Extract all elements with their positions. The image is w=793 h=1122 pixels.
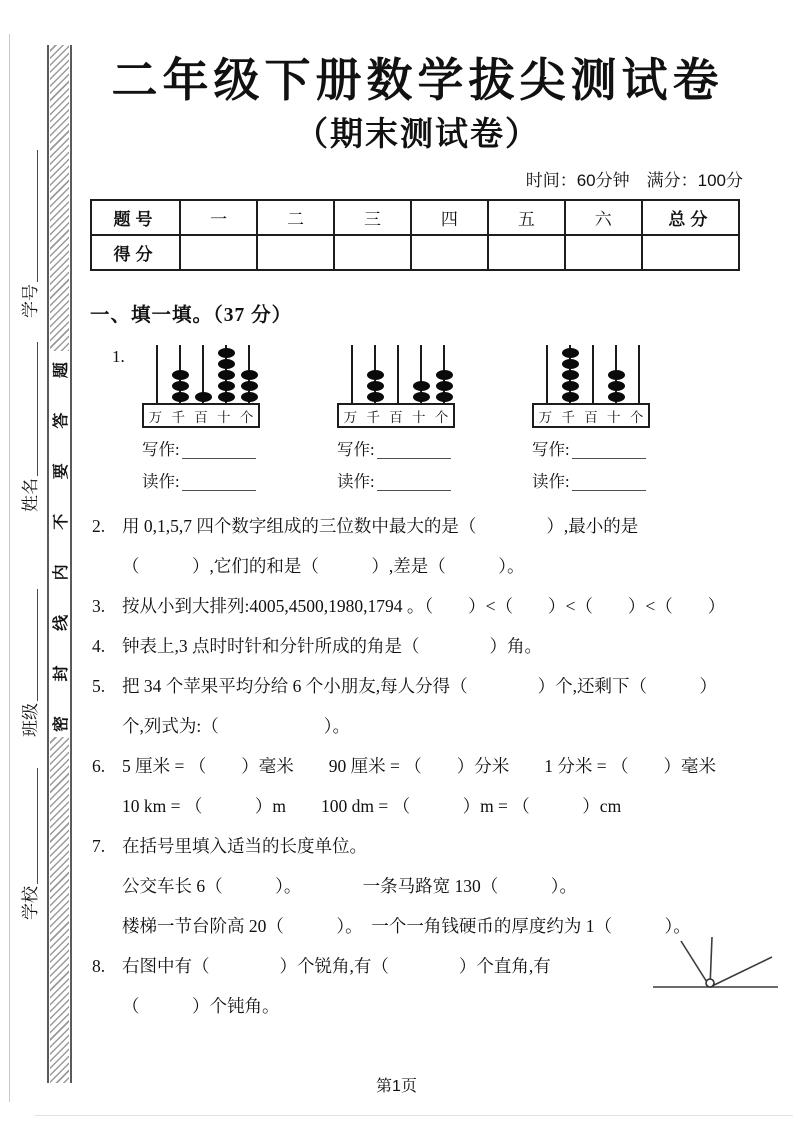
seal-label-student-id-text: 学号 [21,284,40,318]
abacus-frame [142,403,260,428]
abacus-bead [367,381,384,391]
abacus-rod [410,345,432,403]
question-line: （ ）个钝角。 [122,996,280,1016]
abacus-bead [172,381,189,391]
school-underline [34,768,38,884]
abacus-bead [241,392,258,402]
question-number: 6. [92,756,106,776]
question-lines [122,586,745,626]
question-lines [122,626,745,666]
question-line: 楼梯一节台阶高 20（ ）。 一个一角钱硬币的厚度约为 1（ ）。 [122,916,691,936]
abacus-bead [218,370,235,380]
seal-text-char: 封 [53,665,70,682]
page-footer: 第1页 [376,1078,417,1095]
question-7 [90,826,745,946]
seal-label-name-text: 姓名 [21,478,40,512]
abacus-rod [169,345,191,403]
seal-label-school [15,768,41,920]
abacus-bead [172,370,189,380]
abacus-rod [433,345,455,403]
place-value-label: 十 [412,409,426,425]
seal-text-char: 不 [53,513,70,530]
question-number: 4. [92,636,106,656]
blank-underline [182,455,256,459]
page-subtitle: （期末测试卷） [295,115,540,152]
angle-figure [648,934,783,998]
abacus-rod-line [397,345,399,403]
scan-edge-bottom [34,1115,793,1116]
score-row-label: 得分 [91,235,180,270]
abacus-bead [562,370,579,380]
read-line-label: 读作: [142,472,180,491]
abacus-bead [562,359,579,369]
blank-underline [377,487,451,491]
place-value-label: 千 [171,409,185,425]
question-number: 2. [92,516,106,536]
score-cell [642,235,739,270]
abacus-bead-stack [192,391,214,403]
abacus [337,345,455,403]
read-line [337,472,489,492]
question-3 [90,586,745,626]
question-line: （ ）,它们的和是（ ）,差是（ ）。 [122,556,525,576]
score-cell [411,235,488,270]
abacus-bead [218,392,235,402]
seal-text-char: 要 [53,463,70,480]
question-2 [90,506,745,586]
abacus-bead [172,392,189,402]
blank-underline [572,455,646,459]
abacus-rod-line [351,345,353,403]
abacus-group [532,345,694,492]
question-line: 10 km = （ ）m 100 dm = （ ）m = （ ）cm [122,796,622,816]
abacus-rod [364,345,386,403]
write-line-label: 写作: [337,440,375,459]
seal-text-char: 线 [53,614,70,631]
seal-label-class [15,589,41,737]
place-value-label: 十 [607,409,621,425]
abacus-bead-stack [215,347,237,403]
score-cell [180,235,257,270]
write-line-label: 写作: [142,440,180,459]
score-cell [257,235,334,270]
seal-text-char: 内 [53,564,70,581]
write-line [532,440,684,460]
place-value-label: 个 [239,409,254,425]
abacus-rod [215,345,237,403]
score-cell [565,235,642,270]
question-lines [122,506,745,586]
abacus-bead [195,392,212,402]
exam-meta: 时间：60分钟 满分：100分 [525,171,743,190]
place-value-label: 千 [561,409,575,425]
seal-label-school-text: 学校 [21,886,40,920]
question-number: 7. [92,836,106,856]
score-table-header-cell: 三 [334,200,411,235]
question-5 [90,666,745,746]
abacus-bead [367,392,384,402]
question-lines [122,666,745,746]
question-number: 1. [112,347,125,366]
abacus-row [142,345,727,492]
abacus-bead [562,392,579,402]
abacus-rod-line [592,345,594,403]
score-table-header-cell: 一 [180,200,257,235]
place-value-label: 百 [389,409,403,425]
abacus-bead [241,370,258,380]
place-value-label: 十 [217,409,231,425]
abacus-bead [218,359,235,369]
abacus-bead [562,348,579,358]
abacus-bead [436,370,453,380]
seal-label-name [15,342,41,512]
blank-underline [572,487,646,491]
score-table-header-cell: 四 [411,200,488,235]
abacus-frame [532,403,650,428]
place-value-label: 个 [629,409,644,425]
score-table-header-cell: 六 [565,200,642,235]
place-value-label: 万 [343,409,358,425]
question-number: 8. [92,956,106,976]
write-line [337,440,489,460]
abacus-bead [436,392,453,402]
abacus-rod [341,345,363,403]
place-value-label: 百 [194,409,208,425]
abacus-bead [562,381,579,391]
abacus-rod [605,345,627,403]
score-table [90,199,740,271]
abacus-bead-stack [169,369,191,403]
read-line-label: 读作: [532,472,570,491]
score-table-header-cell: 二 [257,200,334,235]
abacus-rod [387,345,409,403]
class-underline [34,589,38,701]
question-6 [90,746,745,826]
abacus-rod [536,345,558,403]
question-line: 把 34 个苹果平均分给 6 个小朋友,每人分得（ ）个,还剩下（ ） [122,676,717,696]
seal-label-student-id [15,150,41,318]
name-underline [34,342,38,476]
question-line: 在括号里填入适当的长度单位。 [122,836,367,856]
question-line: 右图中有（ ）个锐角,有（ ）个直角,有 [122,956,551,976]
abacus-bead-stack [605,369,627,403]
score-cell [488,235,565,270]
question-number: 5. [92,676,106,696]
abacus-group [142,345,304,492]
score-table-header-cell: 题号 [91,200,180,235]
score-table-header-cell: 五 [488,200,565,235]
score-table-score-row [91,235,739,270]
seal-text [47,354,72,740]
abacus-bead [367,370,384,380]
question-line: 个,列式为:（ ）。 [122,716,350,736]
abacus-bead [413,392,430,402]
blank-underline [182,487,256,491]
abacus-bead-stack [433,369,455,403]
student-id-underline [34,150,38,282]
abacus-bead [608,370,625,380]
abacus [142,345,260,403]
abacus-group [337,345,499,492]
abacus-bead-stack [238,369,260,403]
abacus-bead-stack [559,347,581,403]
abacus-bead-stack [410,380,432,403]
question-lines [122,826,745,946]
abacus-bead [218,348,235,358]
question-line: 按从小到大排列:4005,4500,1980,1794 。（ ）<（ ）<（ ）<（ ） [122,596,726,616]
place-value-label: 个 [434,409,449,425]
question-number: 3. [92,596,106,616]
abacus-rod-line [156,345,158,403]
score-cell [334,235,411,270]
question-line: 用 0,1,5,7 四个数字组成的三位数中最大的是（ ）,最小的是 [122,516,639,536]
questions-list [90,506,745,1026]
question-8 [90,946,745,1026]
read-line [532,472,684,492]
page-title: 二年级下册数学拔尖测试卷 [111,54,724,106]
main-content [90,40,745,1026]
abacus [532,345,650,403]
abacus-bead [608,392,625,402]
seal-text-char: 答 [53,412,70,429]
score-table-header-row [91,200,739,235]
question-lines [122,746,745,826]
read-line-label: 读作: [337,472,375,491]
seal-text-char: 密 [53,715,70,732]
question-1 [90,345,745,492]
seal-hatch-top [50,45,69,351]
abacus-rod [146,345,168,403]
question-line: 5 厘米 = （ ）毫米 90 厘米 = （ ）分米 1 分米 = （ ）毫米 [122,756,716,776]
abacus-frame [337,403,455,428]
seal-label-class-text: 班级 [21,703,40,737]
abacus-rod [559,345,581,403]
abacus-bead [241,381,258,391]
section-heading: 一、填一填。（37 分） [90,305,293,326]
abacus-bead [218,381,235,391]
abacus-rod-line [546,345,548,403]
write-line [142,440,294,460]
question-4 [90,626,745,666]
read-line [142,472,294,492]
abacus-bead-stack [364,369,386,403]
question-line: 钟表上,3 点时时针和分针所成的角是（ ）角。 [122,636,542,656]
abacus-rod-line [638,345,640,403]
abacus-rod [238,345,260,403]
abacus-rod [582,345,604,403]
place-value-label: 千 [366,409,380,425]
seal-hatch-bottom [50,737,69,1083]
place-value-label: 百 [584,409,598,425]
score-table-header-cell: 总分 [642,200,739,235]
scan-edge-left [9,34,10,1102]
write-line-label: 写作: [532,440,570,459]
place-value-label: 万 [148,409,163,425]
abacus-bead [436,381,453,391]
question-line: 公交车长 6（ ）。 一条马路宽 130（ ）。 [122,876,577,896]
place-value-label: 万 [538,409,553,425]
abacus-rod [628,345,650,403]
abacus-bead [608,381,625,391]
abacus-rod [192,345,214,403]
seal-text-char: 题 [53,362,70,379]
abacus-bead [413,381,430,391]
blank-underline [377,455,451,459]
